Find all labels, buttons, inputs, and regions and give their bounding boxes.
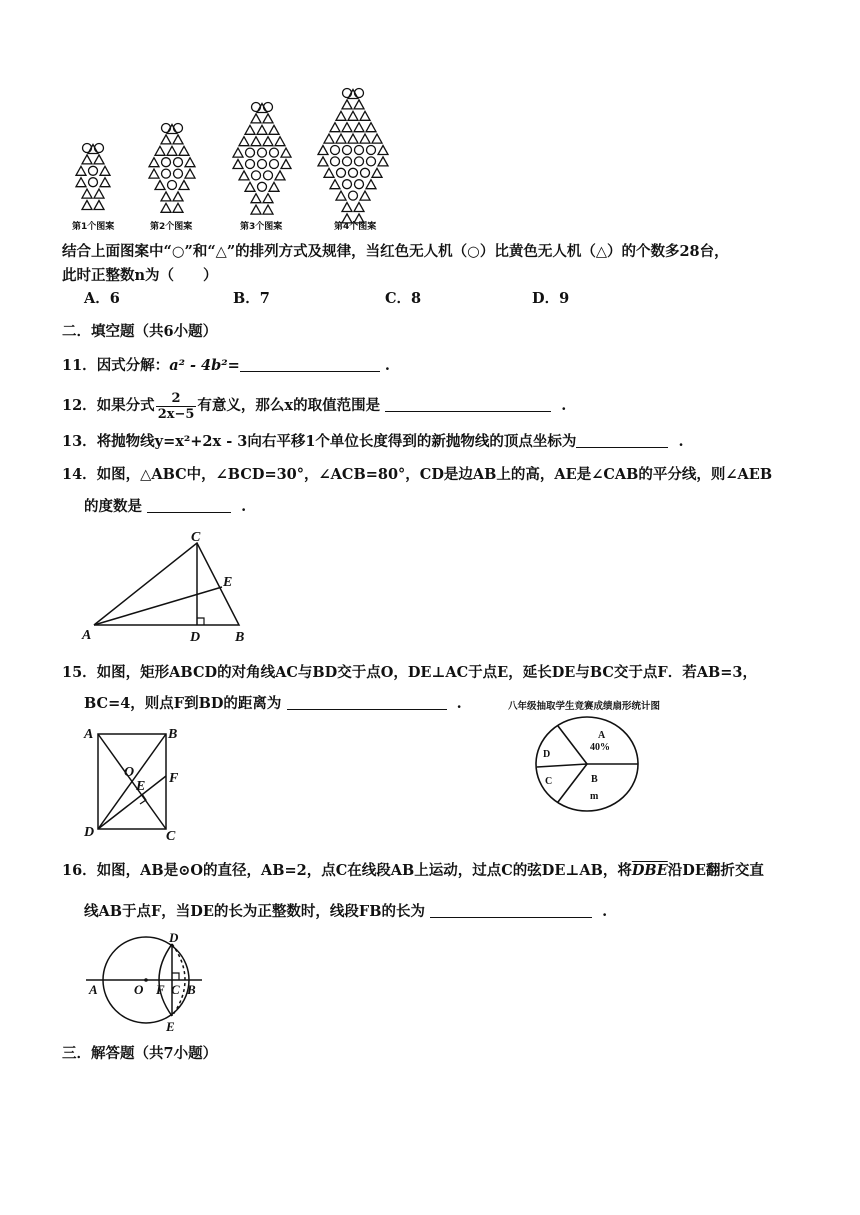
circle-icon bbox=[83, 144, 92, 153]
q10-option-d: D．9 bbox=[532, 290, 570, 307]
q14-triangle-figure bbox=[80, 528, 260, 646]
triangle-icon bbox=[263, 205, 273, 214]
circle-icon bbox=[246, 160, 255, 169]
circle-icon bbox=[264, 103, 273, 112]
q16-label-a: A bbox=[89, 982, 98, 997]
circle-icon bbox=[343, 157, 352, 166]
triangle-icon bbox=[173, 192, 183, 201]
pattern-caption-1: 第1个图案 bbox=[72, 222, 115, 232]
q15-line1: 如图，矩形ABCD的对角线AC与BD交于点O，DE⊥AC于点E，延长DE与BC交于点F．若AB=3， bbox=[96, 664, 757, 681]
pie-label-a-percent: 40% bbox=[590, 742, 610, 753]
circle-icon bbox=[331, 146, 340, 155]
triangle-icon bbox=[354, 123, 364, 132]
q12-number: 12． bbox=[62, 397, 97, 414]
q12-end: . bbox=[561, 397, 567, 414]
q15-answer-blank[interactable] bbox=[287, 695, 447, 710]
triangle-icon bbox=[324, 168, 334, 177]
q10-option-c: C．8 bbox=[385, 290, 422, 307]
question-16-line1 bbox=[62, 861, 764, 881]
triangle-icon bbox=[233, 148, 243, 157]
triangle-icon bbox=[173, 203, 183, 212]
triangle-icon bbox=[155, 146, 165, 155]
circle-icon bbox=[246, 148, 255, 157]
q12-fraction-denominator: 2x−5 bbox=[157, 406, 195, 422]
triangle-icon bbox=[76, 166, 86, 175]
q10-stem-line2: 此时正整数n为（ ） bbox=[62, 267, 218, 284]
circle-icon bbox=[361, 168, 370, 177]
circle-icon bbox=[355, 146, 364, 155]
question-16-line2 bbox=[84, 902, 607, 922]
q13-number: 13． bbox=[62, 433, 97, 450]
triangle-icon bbox=[251, 194, 261, 203]
center-point bbox=[144, 978, 148, 982]
triangle-icon bbox=[245, 182, 255, 191]
triangle-icon bbox=[342, 123, 352, 132]
q16-label-b: B bbox=[187, 982, 196, 997]
triangle-icon bbox=[239, 171, 249, 180]
circle-icon bbox=[343, 89, 352, 98]
triangle-icon bbox=[275, 171, 285, 180]
q15-label-f: F bbox=[169, 771, 179, 786]
segment-df bbox=[98, 776, 166, 829]
triangle-icon bbox=[161, 203, 171, 212]
circle-icon bbox=[367, 146, 376, 155]
triangle-icon bbox=[366, 180, 376, 189]
triangle-icon bbox=[336, 134, 346, 143]
q15-number: 15． bbox=[62, 664, 97, 681]
right-angle-mark bbox=[172, 973, 179, 980]
triangle-icon bbox=[378, 146, 388, 155]
q12-fraction bbox=[156, 391, 197, 422]
circle-icon bbox=[89, 166, 98, 175]
q16-label-c: C bbox=[171, 982, 180, 997]
circle-icon bbox=[343, 146, 352, 155]
right-angle-mark bbox=[197, 618, 204, 625]
circle-icon bbox=[270, 160, 279, 169]
pie-divider-dc bbox=[537, 764, 587, 767]
triangle-icon bbox=[354, 203, 364, 212]
q16-label-e: E bbox=[166, 1019, 175, 1034]
q15-line2: BC=4，则点F到BD的距离为 bbox=[84, 695, 282, 712]
q16-line1-b: 沿DE翻折交直 bbox=[667, 862, 764, 879]
triangle-icon bbox=[76, 178, 86, 187]
triangle-icon bbox=[269, 125, 279, 134]
q14-line1: 如图，△ABC中，∠BCD=30°，∠ACB=80°，CD是边AB上的高，AE是∠CAB的平分线，则∠AEB bbox=[96, 466, 773, 483]
circle-icon bbox=[367, 157, 376, 166]
q14-answer-blank[interactable] bbox=[147, 498, 231, 513]
circle-icon bbox=[258, 148, 267, 157]
pie-chart bbox=[530, 712, 646, 816]
q16-label-o: O bbox=[134, 982, 144, 997]
circle-icon bbox=[162, 169, 171, 178]
triangle-icon bbox=[233, 160, 243, 169]
pie-label-b: B bbox=[591, 774, 598, 785]
circle-icon bbox=[89, 178, 98, 187]
triangle-icon bbox=[360, 191, 370, 200]
q14-line2: 的度数是 bbox=[84, 498, 142, 515]
triangle-icon bbox=[263, 114, 273, 123]
triangle-icon bbox=[149, 169, 159, 178]
triangle-icon bbox=[342, 100, 352, 109]
triangle-icon bbox=[348, 134, 358, 143]
circle-icon bbox=[349, 168, 358, 177]
circle-icon bbox=[355, 180, 364, 189]
circle-icon bbox=[337, 168, 346, 177]
triangle-icon bbox=[330, 180, 340, 189]
q16-number: 16． bbox=[62, 862, 97, 879]
triangle-icon bbox=[185, 158, 195, 167]
q16-label-f: F bbox=[156, 982, 165, 997]
triangle-icon bbox=[324, 134, 334, 143]
triangle-icon bbox=[239, 137, 249, 146]
question-14-line1 bbox=[62, 465, 772, 485]
circle-icon bbox=[162, 158, 171, 167]
question-12 bbox=[62, 386, 566, 426]
pattern-caption-4: 第4个图案 bbox=[334, 222, 377, 232]
pie-divider-ad bbox=[558, 726, 587, 764]
triangle-icon bbox=[94, 189, 104, 198]
section-2-title: 二．填空题（共6小题） bbox=[62, 323, 218, 340]
triangle-icon bbox=[336, 111, 346, 120]
pie-label-a: A bbox=[598, 730, 606, 741]
triangle-icon bbox=[281, 148, 291, 157]
triangle-icon bbox=[179, 181, 189, 190]
triangle-icon bbox=[318, 157, 328, 166]
q12-answer-blank[interactable] bbox=[385, 397, 551, 412]
q14-label-d: D bbox=[190, 630, 201, 645]
q11-expression: a² - 4b²= bbox=[169, 357, 240, 374]
q15-label-e: E bbox=[136, 779, 146, 794]
circle-icon bbox=[343, 180, 352, 189]
triangle-icon bbox=[251, 205, 261, 214]
triangle-abc bbox=[94, 543, 239, 625]
q15-end: . bbox=[456, 695, 462, 712]
q14-end: . bbox=[241, 498, 247, 515]
q10-option-a: A．6 bbox=[84, 290, 120, 307]
question-13 bbox=[62, 432, 684, 452]
triangle-icon bbox=[318, 146, 328, 155]
triangle-icon bbox=[263, 137, 273, 146]
triangle-icon bbox=[155, 181, 165, 190]
q14-label-a: A bbox=[82, 628, 92, 643]
circle-icon bbox=[252, 103, 261, 112]
pie-chart-title: 八年级抽取学生竞赛成绩扇形统计图 bbox=[508, 701, 661, 712]
pie-label-d: D bbox=[543, 749, 551, 760]
q13-answer-blank[interactable] bbox=[576, 433, 668, 448]
pattern-caption-2: 第2个图案 bbox=[150, 222, 193, 232]
circle-icon bbox=[258, 160, 267, 169]
triangle-icon bbox=[269, 182, 279, 191]
circle-icon bbox=[174, 169, 183, 178]
triangle-icon bbox=[149, 158, 159, 167]
q15-rectangle-figure bbox=[80, 722, 190, 844]
q13-end: . bbox=[678, 433, 684, 450]
triangle-icon bbox=[336, 191, 346, 200]
triangle-icon bbox=[100, 178, 110, 187]
triangle-icon bbox=[185, 169, 195, 178]
pattern-figures bbox=[55, 80, 475, 230]
triangle-icon bbox=[179, 146, 189, 155]
q12-fraction-numerator: 2 bbox=[156, 391, 197, 407]
q14-number: 14． bbox=[62, 466, 97, 483]
triangle-icon bbox=[257, 125, 267, 134]
q11-end: . bbox=[384, 357, 390, 374]
q16-line1-a: 如图，AB是⊙O的直径，AB=2，点C在线段AB上运动，过点C的弦DE⊥AB，将 bbox=[96, 862, 632, 879]
triangle-icon bbox=[82, 155, 92, 164]
q13-text: 将抛物线y=x²+2x - 3向右平移1个单位长度得到的新抛物线的顶点坐标为 bbox=[96, 433, 577, 450]
triangle-icon bbox=[342, 203, 352, 212]
q10-option-b: B．7 bbox=[233, 290, 270, 307]
circle-icon bbox=[162, 124, 171, 133]
circle-icon bbox=[355, 89, 364, 98]
triangle-icon bbox=[167, 146, 177, 155]
q16-line2: 线AB于点F，当DE的长为正整数时，线段FB的长为 bbox=[84, 903, 425, 920]
pie-label-c: C bbox=[545, 776, 553, 787]
triangle-icon bbox=[360, 134, 370, 143]
q12-suffix: 有意义，那么x的取值范围是 bbox=[197, 397, 381, 414]
triangle-icon bbox=[94, 201, 104, 210]
q16-arc-dbe: $\overline{DBE}$ bbox=[631, 862, 668, 879]
circle-icon bbox=[270, 148, 279, 157]
question-11 bbox=[62, 356, 390, 376]
triangle-icon bbox=[82, 189, 92, 198]
q12-prefix: 如果分式 bbox=[96, 397, 155, 414]
triangle-icon bbox=[94, 155, 104, 164]
triangle-icon bbox=[173, 135, 183, 144]
circle-icon bbox=[168, 181, 177, 190]
triangle-icon bbox=[360, 111, 370, 120]
circle-icon bbox=[174, 124, 183, 133]
circle-icon bbox=[174, 158, 183, 167]
q15-label-a: A bbox=[84, 727, 94, 742]
q15-label-d: D bbox=[84, 825, 95, 840]
triangle-icon bbox=[372, 168, 382, 177]
q15-label-c: C bbox=[166, 829, 176, 844]
q14-label-b: B bbox=[235, 630, 245, 645]
circle-icon bbox=[331, 157, 340, 166]
q16-end: . bbox=[602, 903, 608, 920]
circle-icon bbox=[349, 191, 358, 200]
pie-divider-cb bbox=[558, 764, 587, 802]
pie-label-b-value: m bbox=[590, 791, 599, 802]
triangle-icon bbox=[366, 123, 376, 132]
q10-stem-line1: 结合上面图案中“○”和“△”的排列方式及规律，当红色无人机（○）比黄色无人机（△）的个数多28台， bbox=[62, 243, 729, 260]
circle-icon bbox=[355, 157, 364, 166]
triangle-icon bbox=[378, 157, 388, 166]
triangle-icon bbox=[330, 123, 340, 132]
triangle-icon bbox=[281, 160, 291, 169]
q11-answer-blank[interactable] bbox=[240, 357, 380, 372]
circle-icon bbox=[258, 182, 267, 191]
triangle-icon bbox=[251, 137, 261, 146]
triangle-icon bbox=[372, 134, 382, 143]
bisector-ae bbox=[94, 587, 222, 625]
q16-answer-blank[interactable] bbox=[430, 903, 592, 918]
circle-icon bbox=[252, 171, 261, 180]
q11-number: 11． bbox=[62, 357, 97, 374]
q11-prefix: 因式分解： bbox=[96, 357, 170, 374]
triangle-icon bbox=[354, 100, 364, 109]
triangle-icon bbox=[161, 192, 171, 201]
triangle-icon bbox=[82, 201, 92, 210]
triangle-icon bbox=[348, 111, 358, 120]
circle-icon bbox=[264, 171, 273, 180]
q14-label-c: C bbox=[191, 530, 201, 545]
circle-icon bbox=[95, 144, 104, 153]
q16-circle-figure bbox=[80, 928, 220, 1034]
pattern-caption-3: 第3个图案 bbox=[240, 222, 283, 232]
q15-label-o: O bbox=[124, 765, 135, 780]
question-14-line2 bbox=[84, 497, 246, 517]
triangle-icon bbox=[275, 137, 285, 146]
triangle-icon bbox=[263, 194, 273, 203]
triangle-icon bbox=[251, 114, 261, 123]
q16-label-d: D bbox=[169, 930, 179, 945]
triangle-icon bbox=[100, 166, 110, 175]
question-15-line2 bbox=[84, 694, 462, 714]
section-3-title: 三．解答题（共7小题） bbox=[62, 1045, 218, 1062]
q14-label-e: E bbox=[223, 575, 233, 590]
q15-label-b: B bbox=[168, 727, 178, 742]
triangle-icon bbox=[245, 125, 255, 134]
triangle-icon bbox=[161, 135, 171, 144]
question-15-line1 bbox=[62, 663, 757, 683]
